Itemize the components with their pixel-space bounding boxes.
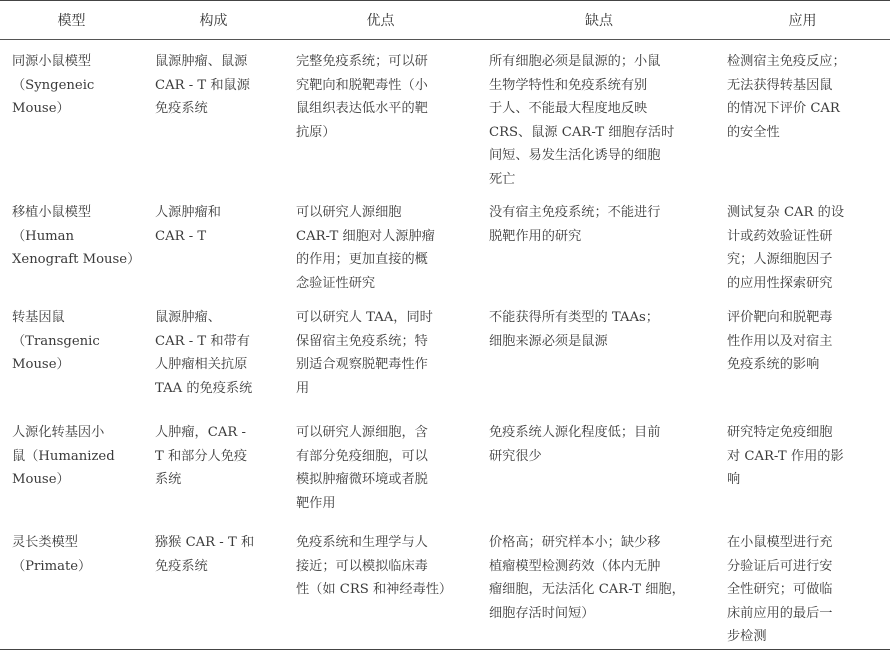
cell-application-line: 在小鼠模型进行充 <box>727 535 833 550</box>
cell-cons-line: 研究很少 <box>489 448 542 464</box>
cell-model-line: （Transgenic <box>12 333 100 349</box>
cell-pros-line: 模拟肿瘤微环境或者脱 <box>296 472 428 487</box>
cell-model-line: Xenograft Mouse） <box>12 252 141 267</box>
cell-application-line: 无法获得转基因鼠 <box>727 77 833 93</box>
cell-application <box>715 40 890 192</box>
cell-model-line: 转基因鼠 <box>12 310 65 325</box>
cell-model-line: （Human <box>12 228 75 244</box>
cell-cons-line: 植瘤模型检测药效（体内无肿 <box>489 558 661 574</box>
table-row <box>0 523 890 649</box>
cell-pros-line: 别适合观察脱靶毒性作 <box>296 357 428 372</box>
cell-cons-line: 细胞来源必须是鼠源 <box>489 333 608 349</box>
cell-composition-line: 免疫系统 <box>155 558 208 574</box>
cell-model-line: （Syngeneic <box>12 77 95 93</box>
cell-cons <box>477 523 715 649</box>
cell-model-line: （Primate） <box>12 558 92 574</box>
cell-pros-line: 用 <box>296 380 310 396</box>
cell-cons-line: 瘤细胞，无法活化 CAR-T 细胞， <box>489 582 685 597</box>
cell-cons <box>477 413 715 523</box>
cell-cons-line: 于人、不能最大程度地反映 <box>489 101 648 116</box>
cell-model-line: 灵长类模型 <box>12 535 78 550</box>
cell-pros-line: 究靶向和脱靶毒性（小 <box>296 77 428 93</box>
cell-application-line: 的情况下评价 CAR <box>727 101 840 116</box>
cell-application-line: 响 <box>727 472 741 487</box>
cell-cons-line: 没有宿主免疫系统；不能进行 <box>489 205 661 220</box>
cell-application-line: 评价靶向和脱靶毒 <box>727 310 833 325</box>
cell-cons-line: 脱靶作用的研究 <box>489 228 582 244</box>
cell-cons-line: 间短、易发生活化诱导的细胞 <box>489 148 661 163</box>
cell-model-line: 鼠（Humanized <box>12 448 115 464</box>
cell-composition-line: 人肿瘤，CAR - <box>155 425 246 440</box>
header-cons: 缺点 <box>477 1 715 40</box>
cell-pros <box>284 523 477 649</box>
cell-cons <box>477 296 715 413</box>
cell-application-line: 的应用性探索研究 <box>727 275 833 291</box>
cell-pros-line: 有部分免疫细胞，可以 <box>296 448 428 464</box>
cell-composition <box>143 296 284 413</box>
cell-application-line: 究；人源细胞因子 <box>727 252 833 267</box>
cell-model-line: 移植小鼠模型 <box>12 205 92 220</box>
cell-composition-line: 猕猴 CAR - T 和 <box>155 535 255 550</box>
cell-composition <box>143 191 284 296</box>
cell-pros-line: 鼠组织表达低水平的靶 <box>296 101 428 116</box>
cell-cons-line: 不能获得所有类型的 TAAs； <box>489 310 659 325</box>
cell-model-line: 人源化转基因小 <box>12 425 105 440</box>
cell-pros-line: 接近；可以模拟临床毒 <box>296 558 428 574</box>
cell-pros-line: CAR-T 细胞对人源肿瘤 <box>296 228 435 244</box>
cell-cons-line: 生物学特性和免疫系统有别 <box>489 77 648 93</box>
header-application: 应用 <box>715 1 890 40</box>
cell-pros-line: 可以研究人源细胞，含 <box>296 425 428 440</box>
cell-composition-line: CAR - T 和带有 <box>155 333 250 349</box>
cell-composition-line: CAR - T <box>155 228 207 244</box>
cell-pros-line: 的作用；更加直接的概 <box>296 252 428 267</box>
cell-pros-line: 靶作用 <box>296 495 336 511</box>
cell-application-line: 研究特定免疫细胞 <box>727 425 833 440</box>
cell-pros-line: 完整免疫系统；可以研 <box>296 54 428 69</box>
cell-application-line: 分验证后可进行安 <box>727 558 833 574</box>
cell-application-line: 性作用以及对宿主 <box>727 333 833 349</box>
header-composition: 构成 <box>143 1 284 40</box>
table-body <box>0 40 890 650</box>
cell-application-line: 步检测 <box>727 629 767 644</box>
cell-application-line: 对 CAR-T 作用的影 <box>727 448 844 464</box>
cell-pros-line: 可以研究人 TAA，同时 <box>296 310 433 325</box>
cell-model <box>0 523 143 649</box>
cell-pros-line: 可以研究人源细胞 <box>296 205 402 220</box>
cell-composition-line: 人源肿瘤和 <box>155 205 221 220</box>
cell-application-line: 计或药效验证性研 <box>727 228 833 244</box>
cell-pros-line: 免疫系统和生理学与人 <box>296 535 428 550</box>
cell-composition <box>143 40 284 192</box>
cell-application <box>715 296 890 413</box>
cell-model <box>0 296 143 413</box>
table-row <box>0 191 890 296</box>
cell-cons-line: 免疫系统人源化程度低；目前 <box>489 425 661 440</box>
cell-model-line: Mouse） <box>12 357 70 372</box>
cell-pros-line: 性（如 CRS 和神经毒性） <box>296 582 453 597</box>
header-model: 模型 <box>0 1 143 40</box>
cell-pros <box>284 413 477 523</box>
cell-application-line: 测试复杂 CAR 的设 <box>727 205 845 220</box>
cell-cons <box>477 40 715 192</box>
cell-composition-line: TAA 的免疫系统 <box>155 380 253 396</box>
table-row <box>0 296 890 413</box>
cell-composition-line: 鼠源肿瘤、鼠源 <box>155 54 248 69</box>
cell-application <box>715 523 890 649</box>
table-row <box>0 413 890 523</box>
cell-cons-line: 价格高；研究样本小；缺少移 <box>489 535 661 550</box>
cell-model-line: Mouse） <box>12 472 70 487</box>
cell-composition <box>143 523 284 649</box>
cell-cons-line: 细胞存活时间短） <box>489 605 595 621</box>
cell-pros <box>284 40 477 192</box>
cell-application-line: 免疫系统的影响 <box>727 357 820 372</box>
cell-pros <box>284 191 477 296</box>
cell-model-line: Mouse） <box>12 101 70 116</box>
cell-pros <box>284 296 477 413</box>
cell-model <box>0 40 143 192</box>
cell-model <box>0 413 143 523</box>
cell-pros-line: 保留宿主免疫系统；特 <box>296 333 428 349</box>
header-row <box>0 1 890 40</box>
cell-composition <box>143 413 284 523</box>
cell-model <box>0 191 143 296</box>
cell-application <box>715 413 890 523</box>
cell-cons <box>477 191 715 296</box>
cell-composition-line: 鼠源肿瘤、 <box>155 310 221 325</box>
cell-application-line: 的安全性 <box>727 124 780 140</box>
cell-cons-line: CRS、鼠源 CAR-T 细胞存活时 <box>489 124 675 140</box>
cell-composition-line: 免疫系统 <box>155 101 208 116</box>
cell-composition-line: CAR - T 和鼠源 <box>155 77 250 93</box>
table-row <box>0 40 890 192</box>
cell-cons-line: 所有细胞必须是鼠源的；小鼠 <box>489 54 661 69</box>
cell-pros-line: 念验证性研究 <box>296 275 376 291</box>
cell-pros-line: 抗原） <box>296 124 336 140</box>
header-pros: 优点 <box>284 1 477 40</box>
cell-composition-line: 人肿瘤相关抗原 <box>155 357 248 372</box>
cell-application-line: 床前应用的最后一 <box>727 605 833 621</box>
cell-cons-line: 死亡 <box>489 171 516 187</box>
cell-composition-line: T 和部分人免疫 <box>155 448 248 464</box>
cell-application <box>715 191 890 296</box>
cell-application-line: 全性研究；可做临 <box>727 582 833 597</box>
cell-composition-line: 系统 <box>155 472 182 487</box>
cell-application-line: 检测宿主免疫反应； <box>727 54 846 69</box>
cell-model-line: 同源小鼠模型 <box>12 54 92 69</box>
